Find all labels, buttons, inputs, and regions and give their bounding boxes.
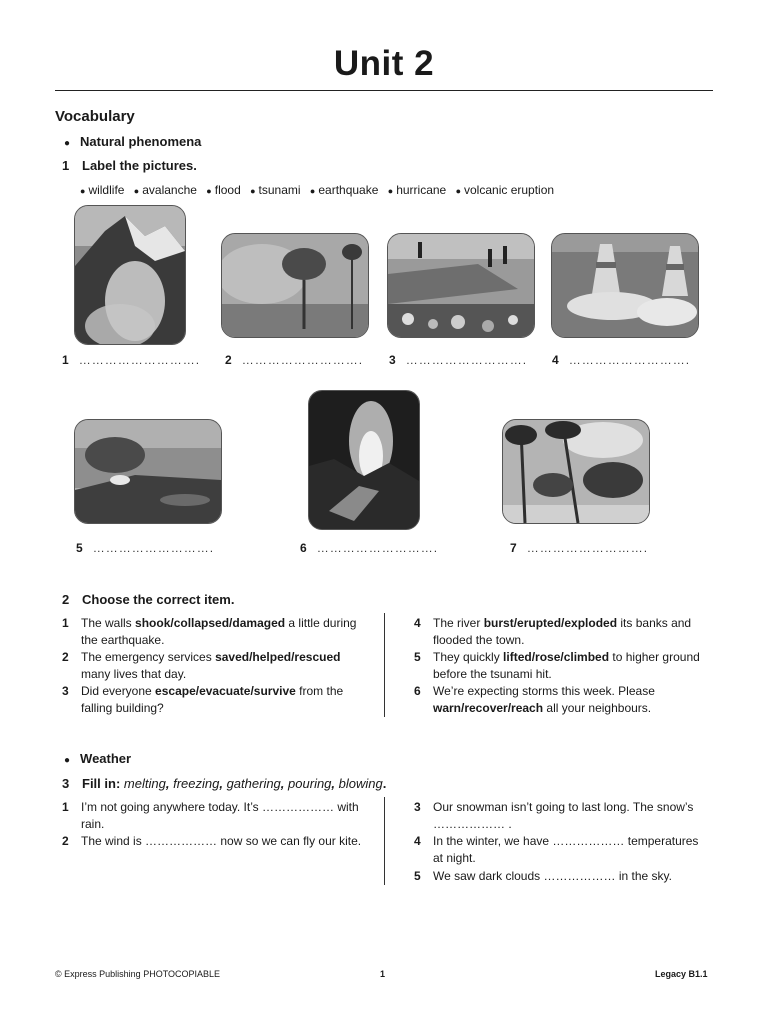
hurricane-palms-photo — [502, 419, 650, 524]
blank-5: 5 ………………………. — [76, 541, 215, 555]
footer-copyright: © Express Publishing PHOTOCOPIABLE — [55, 969, 221, 979]
blank-4: 4 ………………………. — [552, 353, 691, 367]
avalanche-photo — [74, 205, 186, 345]
tsunami-photo — [74, 419, 222, 524]
volcanic-eruption-photo — [308, 390, 420, 530]
page-title: Unit 2 — [333, 44, 435, 83]
exercise-1-heading: 1 Label the pictures. — [62, 158, 197, 173]
column-divider — [384, 797, 385, 885]
exercise-2-heading: 2 Choose the correct item. — [62, 592, 235, 607]
word-bank-item: ● wildlife — [80, 183, 125, 197]
word-bank-item: ● hurricane — [387, 183, 447, 197]
earthquake-photo — [387, 233, 535, 338]
word-bank-3: melting, freezing, gathering, pouring, blowing — [123, 776, 383, 791]
wildlife-fire-photo — [221, 233, 369, 338]
blank-2: 2 ………………………. — [225, 353, 364, 367]
blank-3: 3 ………………………. — [389, 353, 528, 367]
blank-1: 1 ………………………. — [62, 353, 201, 367]
topic-natural-phenomena: ● Natural phenomena — [64, 134, 202, 149]
column-divider — [384, 613, 385, 717]
flood-street-photo — [551, 233, 699, 338]
word-bank-item: ● volcanic eruption — [455, 183, 555, 197]
blank-6: 6 ………………………. — [300, 541, 439, 555]
word-bank-1 — [80, 183, 560, 197]
vocabulary-heading: Vocabulary — [55, 108, 135, 125]
bullet-icon: ● — [64, 755, 71, 766]
page-number: 1 — [380, 969, 386, 979]
exercise-3-heading: 3 Fill in: melting, freezing, gathering, pouring, blowing. — [62, 776, 387, 791]
topic-weather: ● Weather — [64, 751, 132, 766]
word-bank-item: ● earthquake — [309, 183, 379, 197]
blank-7: 7 ………………………. — [510, 541, 649, 555]
word-bank-item: ● avalanche — [133, 183, 197, 197]
footer-book-title: Legacy B1.1 — [655, 969, 708, 979]
title-divider — [55, 90, 713, 91]
word-bank-item: ● flood — [206, 183, 241, 197]
word-bank-item: ● tsunami — [250, 183, 301, 197]
bullet-icon: ● — [64, 138, 71, 149]
